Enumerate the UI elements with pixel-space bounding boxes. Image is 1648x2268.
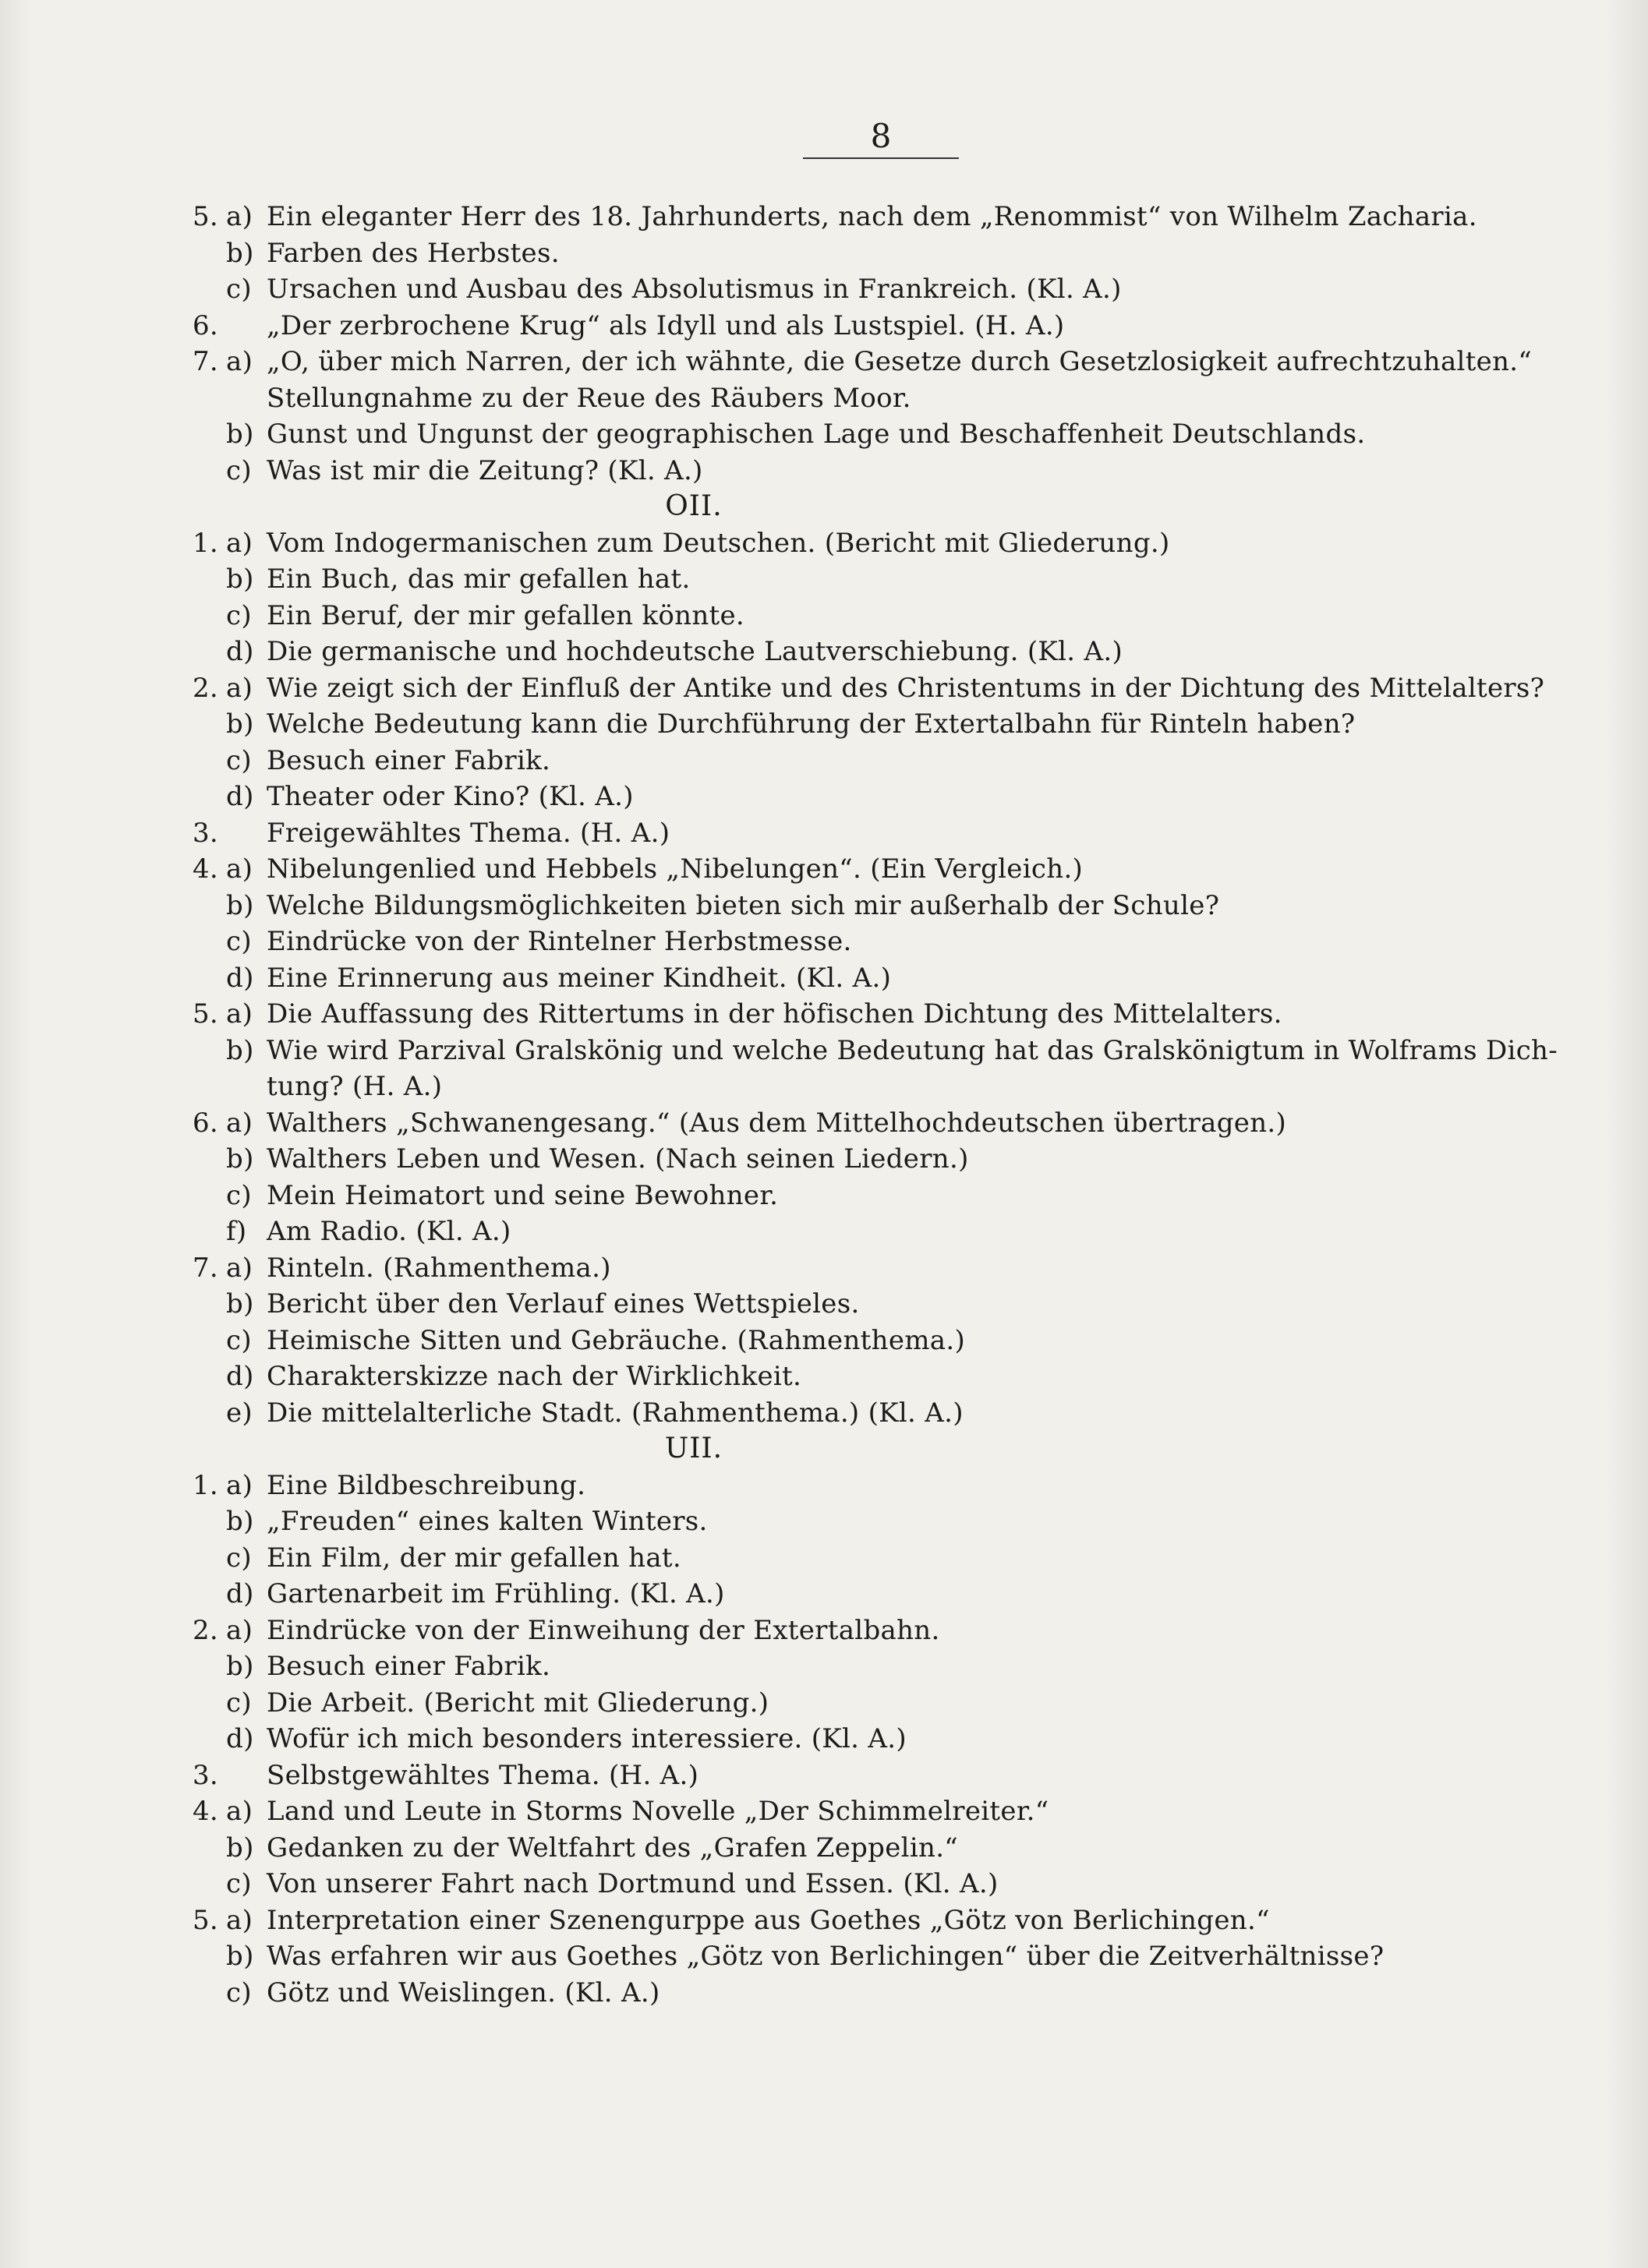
- topic-text: Heimische Sitten und Gebräuche. (Rahmenthema.): [267, 1324, 966, 1356]
- essay-topic-list: [187, 199, 1637, 2011]
- topic-letter: a): [226, 1614, 253, 1646]
- topic-letter: b): [226, 1034, 254, 1066]
- topic-text: Besuch einer Fabrik.: [267, 1651, 551, 1682]
- topic-letter: c): [226, 454, 252, 486]
- topic-line: [187, 1105, 1637, 1142]
- topic-text: Ein Film, der mir gefallen hat.: [267, 1542, 681, 1574]
- topic-letter: d): [226, 1361, 254, 1392]
- topic-letter: b): [226, 419, 254, 450]
- topic-letter: a): [226, 346, 253, 377]
- topic-line: [187, 924, 1637, 960]
- topic-number: 4.: [192, 853, 218, 885]
- topic-number: 5.: [192, 201, 218, 232]
- topic-letter: b): [226, 1941, 254, 1972]
- topic-text: Land und Leute in Storms Novelle „Der Schimmelreiter.“: [267, 1796, 1049, 1827]
- topic-text: Theater oder Kino? (Kl. A.): [267, 781, 634, 812]
- topic-text: Bericht über den Verlauf eines Wettspieles.: [267, 1288, 860, 1319]
- topic-line: [187, 235, 1637, 272]
- topic-text: Besuch einer Fabrik.: [267, 744, 551, 776]
- topic-letter: d): [226, 636, 254, 667]
- topic-line: [187, 344, 1637, 380]
- topic-line: [187, 815, 1637, 852]
- topic-line: [187, 1250, 1637, 1287]
- topic-text: Eine Erinnerung aus meiner Kindheit. (Kl. A.): [267, 962, 892, 994]
- topic-text: Welche Bildungsmöglichkeiten bieten sich mir außerhalb der Schule?: [267, 889, 1220, 921]
- topic-text: Ein Beruf, der mir gefallen könnte.: [267, 599, 745, 631]
- topic-line: [187, 1468, 1637, 1504]
- topic-text: Wie wird Parzival Gralskönig und welche Bedeutung hat das Gralskönigtum in Wolframs Dich-: [267, 1034, 1558, 1066]
- topic-text: Wofür ich mich besonders interessiere. (Kl. A.): [267, 1723, 907, 1754]
- topic-line: [187, 960, 1637, 997]
- topic-letter: c): [226, 274, 252, 305]
- topic-letter: b): [226, 237, 254, 269]
- topic-letter: a): [226, 1796, 253, 1827]
- topic-line: [187, 525, 1637, 562]
- topic-letter: c): [226, 1977, 252, 2008]
- topic-text: Die Auffassung des Rittertums in der höfischen Dichtung des Mittelalters.: [267, 998, 1282, 1030]
- topic-number: 3.: [192, 1759, 218, 1791]
- topic-text: Walthers Leben und Wesen. (Nach seinen Liedern.): [267, 1143, 969, 1175]
- topic-text: Ein eleganter Herr des 18. Jahrhunderts, nach dem „Renommist“ von Wilhelm Zacharia.: [267, 201, 1477, 232]
- topic-line: [187, 1648, 1637, 1685]
- topic-letter: c): [226, 1868, 252, 1899]
- topic-text: Welche Bedeutung kann die Durchführung der Extertalbahn für Rinteln haben?: [267, 708, 1356, 740]
- topic-letter: a): [226, 1469, 253, 1501]
- topic-number: 2.: [192, 1614, 218, 1646]
- topic-line: [187, 1141, 1637, 1178]
- topic-text: Gunst und Ungunst der geographischen Lage und Beschaffenheit Deutschlands.: [267, 419, 1366, 450]
- topic-line: [187, 199, 1637, 235]
- topic-number: 1.: [192, 1469, 218, 1501]
- topic-text: Eine Bildbeschreibung.: [267, 1469, 586, 1501]
- topic-number: 6.: [192, 309, 218, 341]
- topic-line: [187, 1395, 1637, 1432]
- topic-letter: b): [226, 708, 254, 740]
- topic-line: [187, 308, 1637, 344]
- topic-line: [187, 1613, 1637, 1649]
- topic-letter: a): [226, 998, 253, 1030]
- topic-text: Wie zeigt sich der Einfluß der Antike und des Christentums in der Dichtung des Mittelalters?: [267, 672, 1545, 704]
- topic-number: 4.: [192, 1796, 218, 1827]
- topic-line: [187, 1069, 1637, 1105]
- topic-number: 6.: [192, 1107, 218, 1139]
- topic-line: [187, 1721, 1637, 1758]
- topic-text: Gartenarbeit im Frühling. (Kl. A.): [267, 1578, 725, 1609]
- topic-text: Selbstgewähltes Thema. (H. A.): [267, 1759, 699, 1791]
- topic-letter: a): [226, 201, 253, 232]
- class-section-heading: OII.: [665, 490, 723, 522]
- topic-letter: b): [226, 889, 254, 921]
- topic-text: tung? (H. A.): [267, 1071, 443, 1102]
- topic-line: [187, 416, 1637, 453]
- topic-number: 5.: [192, 1904, 218, 1936]
- topic-number: 5.: [192, 998, 218, 1030]
- topic-letter: d): [226, 781, 254, 812]
- topic-line: [187, 561, 1637, 598]
- topic-text: Vom Indogermanischen zum Deutschen. (Bericht mit Gliederung.): [267, 527, 1170, 559]
- topic-text: Die germanische und hochdeutsche Lautverschiebung. (Kl. A.): [267, 636, 1123, 667]
- topic-letter: a): [226, 672, 253, 704]
- topic-text: „Der zerbrochene Krug“ als Idyll und als Lustspiel. (H. A.): [267, 309, 1065, 341]
- topic-letter: a): [226, 1252, 253, 1284]
- topic-letter: b): [226, 1143, 254, 1175]
- topic-text: Was erfahren wir aus Goethes „Götz von Berlichingen“ über die Zeitverhältnisse?: [267, 1941, 1385, 1972]
- topic-number: 7.: [192, 346, 218, 377]
- topic-letter: c): [226, 1687, 252, 1719]
- topic-letter: a): [226, 1904, 253, 1936]
- topic-text: Walthers „Schwanengesang.“ (Aus dem Mittelhochdeutschen übertragen.): [267, 1107, 1287, 1139]
- topic-letter: c): [226, 1542, 252, 1574]
- topic-text: Ein Buch, das mir gefallen hat.: [267, 563, 691, 595]
- topic-letter: b): [226, 1506, 254, 1537]
- topic-line: [187, 1830, 1637, 1867]
- topic-line: [187, 1286, 1637, 1323]
- topic-text: Freigewähltes Thema. (H. A.): [267, 817, 670, 849]
- topic-text: Rinteln. (Rahmenthema.): [267, 1252, 611, 1284]
- topic-line: [187, 1793, 1637, 1830]
- topic-letter: b): [226, 1832, 254, 1864]
- topic-letter: c): [226, 1324, 252, 1356]
- topic-text: Farben des Herbstes.: [267, 237, 560, 269]
- page-number: 8: [870, 117, 892, 155]
- topic-text: Gedanken zu der Weltfahrt des „Grafen Zeppelin.“: [267, 1832, 958, 1864]
- topic-text: Ursachen und Ausbau des Absolutismus in Frankreich. (Kl. A.): [267, 274, 1122, 305]
- topic-text: „Freuden“ eines kalten Winters.: [267, 1506, 708, 1537]
- topic-letter: d): [226, 962, 254, 994]
- topic-line: [187, 706, 1637, 743]
- topic-letter: d): [226, 1578, 254, 1609]
- topic-line: [187, 1758, 1637, 1794]
- topic-number: 1.: [192, 527, 218, 559]
- topic-text: Nibelungenlied und Hebbels „Nibelungen“. (Ein Vergleich.): [267, 853, 1084, 885]
- topic-text: „O, über mich Narren, der ich wähnte, die Gesetze durch Gesetzlosigkeit aufrechtzuhalten.“: [267, 346, 1533, 377]
- topic-number: 3.: [192, 817, 218, 849]
- topic-text: Am Radio. (Kl. A.): [267, 1216, 511, 1247]
- topic-line: [187, 271, 1637, 308]
- topic-line: [187, 1902, 1637, 1939]
- topic-line: [187, 1323, 1637, 1359]
- class-section-heading: UII.: [664, 1433, 723, 1464]
- topic-letter: c): [226, 599, 252, 631]
- topic-letter: b): [226, 1288, 254, 1319]
- topic-line: [187, 1975, 1637, 2012]
- topic-line: [187, 1938, 1637, 1975]
- topic-text: Mein Heimatort und seine Bewohner.: [267, 1179, 779, 1211]
- topic-text: Die Arbeit. (Bericht mit Gliederung.): [267, 1687, 769, 1719]
- topic-text: Eindrücke von der Einweihung der Extertalbahn.: [267, 1614, 940, 1646]
- topic-line: [187, 634, 1637, 670]
- topic-letter: c): [226, 1179, 252, 1211]
- topic-text: Eindrücke von der Rintelner Herbstmesse.: [267, 926, 852, 957]
- topic-line: [187, 888, 1637, 924]
- topic-line: [187, 1576, 1637, 1613]
- topic-number: 2.: [192, 672, 218, 704]
- topic-line: [187, 670, 1637, 707]
- topic-line: [187, 380, 1637, 417]
- topic-line: [187, 1540, 1637, 1577]
- topic-letter: b): [226, 1651, 254, 1682]
- topic-letter: d): [226, 1723, 254, 1754]
- topic-letter: a): [226, 853, 253, 885]
- topic-text: Charakterskizze nach der Wirklichkeit.: [267, 1361, 802, 1392]
- topic-number: 7.: [192, 1252, 218, 1284]
- topic-letter: c): [226, 926, 252, 957]
- topic-line: [187, 1685, 1637, 1722]
- topic-line: [187, 1503, 1637, 1540]
- page-number-rule: [803, 157, 959, 159]
- topic-letter: f): [226, 1216, 247, 1247]
- topic-line: [187, 1213, 1637, 1250]
- topic-text: Interpretation einer Szenengurppe aus Goethes „Götz von Berlichingen.“: [267, 1904, 1270, 1936]
- topic-letter: b): [226, 563, 254, 595]
- topic-line: [187, 996, 1637, 1033]
- topic-letter: a): [226, 1107, 253, 1139]
- topic-letter: c): [226, 744, 252, 776]
- topic-line: [187, 779, 1637, 815]
- topic-text: Stellungnahme zu der Reue des Räubers Moor.: [267, 382, 911, 414]
- topic-text: Die mittelalterliche Stadt. (Rahmenthema.) (Kl. A.): [267, 1397, 964, 1429]
- topic-line: [187, 851, 1637, 888]
- topic-line: [187, 1033, 1637, 1069]
- topic-text: Von unserer Fahrt nach Dortmund und Essen. (Kl. A.): [267, 1868, 999, 1899]
- topic-line: [187, 598, 1637, 634]
- topic-line: [187, 1866, 1637, 1902]
- topic-line: [187, 743, 1637, 779]
- topic-text: Götz und Weislingen. (Kl. A.): [267, 1977, 660, 2008]
- topic-text: Was ist mir die Zeitung? (Kl. A.): [267, 454, 703, 486]
- topic-letter: e): [226, 1397, 253, 1429]
- topic-letter: a): [226, 527, 253, 559]
- topic-line: [187, 453, 1637, 489]
- topic-line: [187, 1178, 1637, 1214]
- topic-line: [187, 1358, 1637, 1395]
